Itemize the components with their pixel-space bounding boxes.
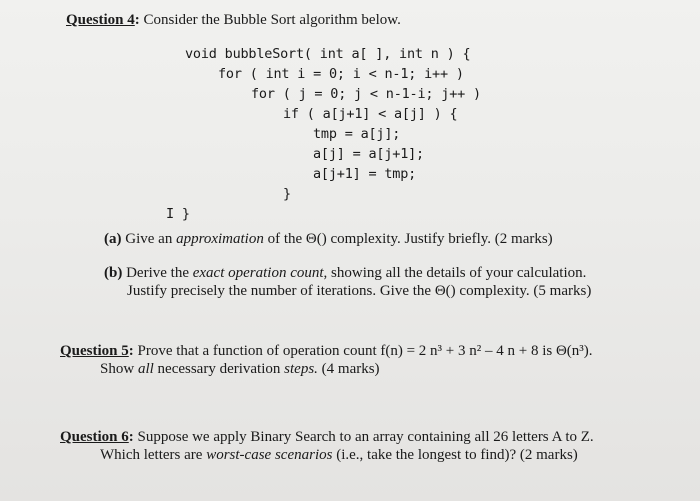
question-6-label: Question 6	[60, 429, 129, 445]
code-line-5: tmp = a[j];	[313, 126, 401, 142]
code-line-7: a[j+1] = tmp;	[313, 166, 417, 182]
question-5-line-2: Show all necessary derivation steps. (4 marks)	[100, 361, 380, 377]
part-a-label: (a)	[104, 231, 122, 247]
question-4-heading: Question 4: Consider the Bubble Sort algorithm below.	[66, 12, 401, 28]
code-line-6: a[j] = a[j+1];	[313, 146, 424, 162]
part-b-line-1: (b) Derive the exact operation count, showing all the details of your calculation.	[104, 265, 587, 281]
part-b-line-2: Justify precisely the number of iterations. Give the Θ() complexity. (5 marks)	[127, 283, 592, 299]
code-line-2: for ( int i = 0; i < n-1; i++ )	[218, 66, 464, 82]
code-line-8: }	[283, 186, 291, 202]
code-line-4: if ( a[j+1] < a[j] ) {	[283, 106, 458, 122]
question-5-text: Prove that a function of operation count f(n) = 2 n³ + 3 n² – 4 n + 8 is Θ(n³).	[137, 343, 593, 359]
question-5-label: Question 5	[60, 343, 129, 359]
question-4-label: Question 4	[66, 12, 135, 28]
question-5-heading: Question 5: Prove that a function of operation count f(n) = 2 n³ + 3 n² – 4 n + 8 is Θ(n³).	[60, 343, 593, 359]
question-6-text: Suppose we apply Binary Search to an array containing all 26 letters A to Z.	[137, 429, 594, 445]
code-line-3: for ( j = 0; j < n-1-i; j++ )	[251, 86, 481, 102]
code-line-1: void bubbleSort( int a[ ], int n ) {	[185, 46, 471, 62]
part-b-label: (b)	[104, 265, 123, 281]
question-6-heading: Question 6: Suppose we apply Binary Search to an array containing all 26 letters A to Z.	[60, 429, 594, 445]
code-line-9: I }	[166, 206, 190, 222]
question-6-line-2: Which letters are worst-case scenarios (i.e., take the longest to find)? (2 marks)	[100, 447, 578, 463]
question-4-text: Consider the Bubble Sort algorithm below.	[143, 12, 401, 28]
part-a: (a) Give an approximation of the Θ() complexity. Justify briefly. (2 marks)	[104, 231, 553, 247]
